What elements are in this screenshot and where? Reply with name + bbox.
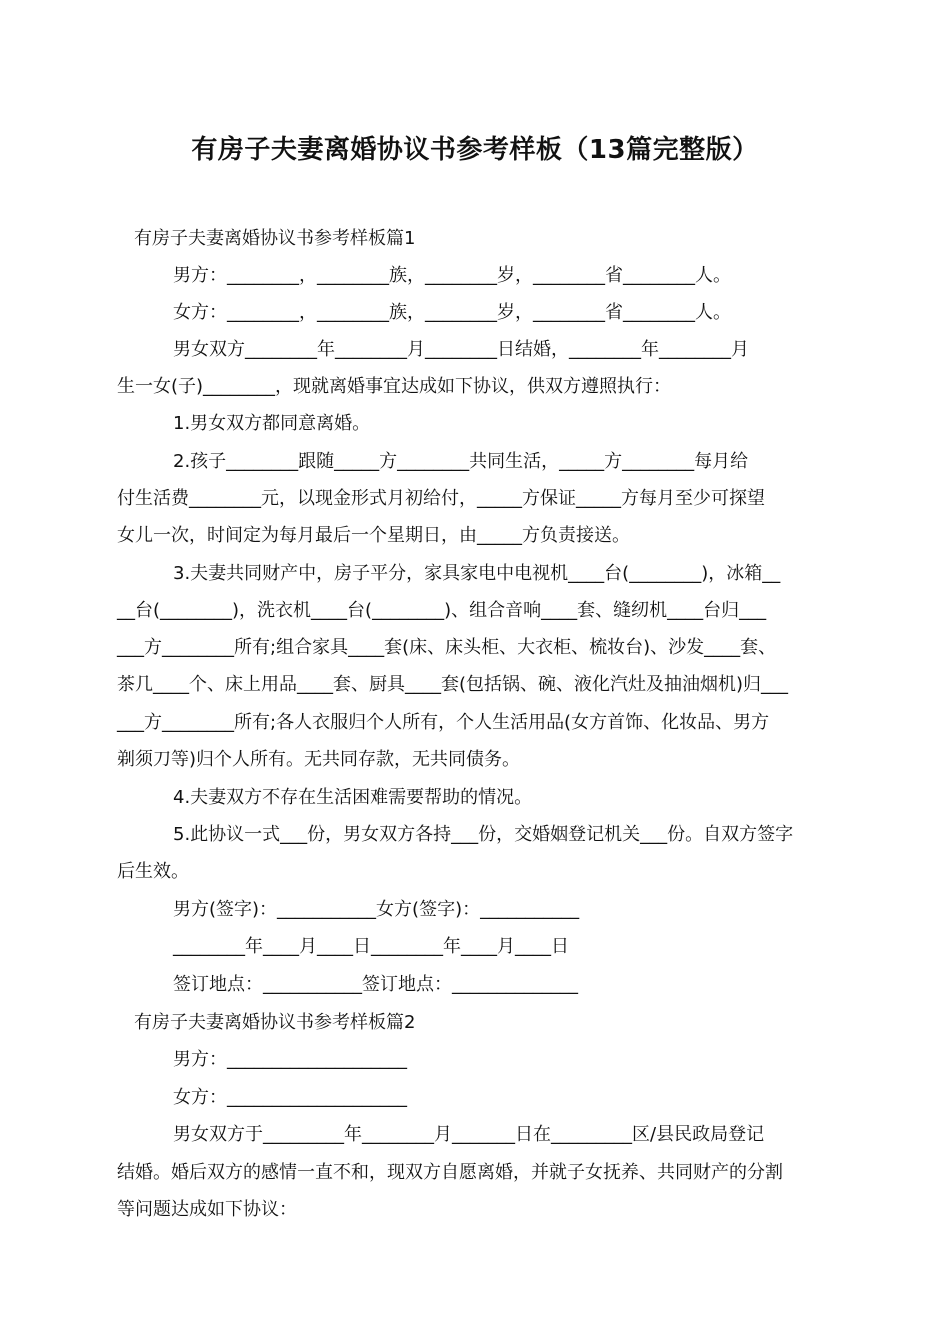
paragraph-line: ___方________所有;各人衣服归个人所有，个人生活用品(女方首饰、化妆品、男方 (117, 712, 770, 733)
paragraph-line: 结婚。婚后双方的感情一直不和，现双方自愿离婚，并就子女抚养、共同财产的分割 (117, 1162, 783, 1183)
male-party-line: 男方：____________________ (173, 1049, 407, 1070)
clause-line: 2.孩子________跟随_____方________共同生活，_____方________每月给 (173, 451, 749, 472)
clause-line: 3.夫妻共同财产中，房子平分，家具家电中电视机____台(________)，冰箱__ (173, 563, 781, 584)
female-party-line: 女方：____________________ (173, 1087, 407, 1108)
paragraph-line: 女儿一次，时间定为每月最后一个星期日，由_____方负责接送。 (117, 525, 630, 546)
paragraph-line: 等问题达成如下协议： (117, 1199, 297, 1220)
section-heading-2: 有房子夫妻离婚协议书参考样板篇2 (134, 1012, 416, 1033)
paragraph-line: 生一女(子)________，现就离婚事宜达成如下协议，供双方遵照执行： (117, 376, 672, 397)
clause-line: 1.男女双方都同意离婚。 (173, 413, 371, 434)
paragraph-line: 茶几____个、床上用品____套、厨具____套(包括锅、碗、液化汽灶及抽油烟机)归___ (117, 674, 789, 695)
paragraph-line: ___方________所有;组合家具____套(床、床头柜、大衣柜、梳妆台)、沙发____套、 (117, 637, 777, 658)
female-party-line: 女方：________，________族，________岁，________省________人。 (173, 302, 731, 323)
paragraph-line: __台(________)，洗衣机____台(________)、组合音响____套、缝纫机____台归___ (117, 600, 767, 621)
section-heading-1: 有房子夫妻离婚协议书参考样板篇1 (134, 228, 416, 249)
paragraph-line: 后生效。 (117, 861, 189, 882)
location-line: 签订地点：___________签订地点：______________ (173, 974, 578, 995)
date-line: ________年____月____日________年____月____日 (173, 936, 569, 957)
clause-line: 4.夫妻双方不存在生活困难需要帮助的情况。 (173, 787, 533, 808)
paragraph-line: 剃须刀等)归个人所有。无共同存款，无共同债务。 (117, 749, 521, 770)
clause-line: 5.此协议一式___份，男女双方各持___份，交婚姻登记机关___份。自双方签字 (173, 824, 794, 845)
paragraph-line: 男女双方________年________月________日结婚，________年________月 (173, 339, 749, 360)
paragraph-line: 付生活费________元，以现金形式月初给付，_____方保证_____方每月至少可探望 (117, 488, 765, 509)
document-title: 有房子夫妻离婚协议书参考样板（13篇完整版） (191, 135, 759, 165)
paragraph-line: 男女双方于_________年________月_______日在_________区/县民政局登记 (173, 1124, 765, 1145)
signature-line: 男方(签字)：___________女方(签字)：___________ (173, 899, 580, 920)
male-party-line: 男方：________，________族，________岁，________省________人。 (173, 265, 731, 286)
